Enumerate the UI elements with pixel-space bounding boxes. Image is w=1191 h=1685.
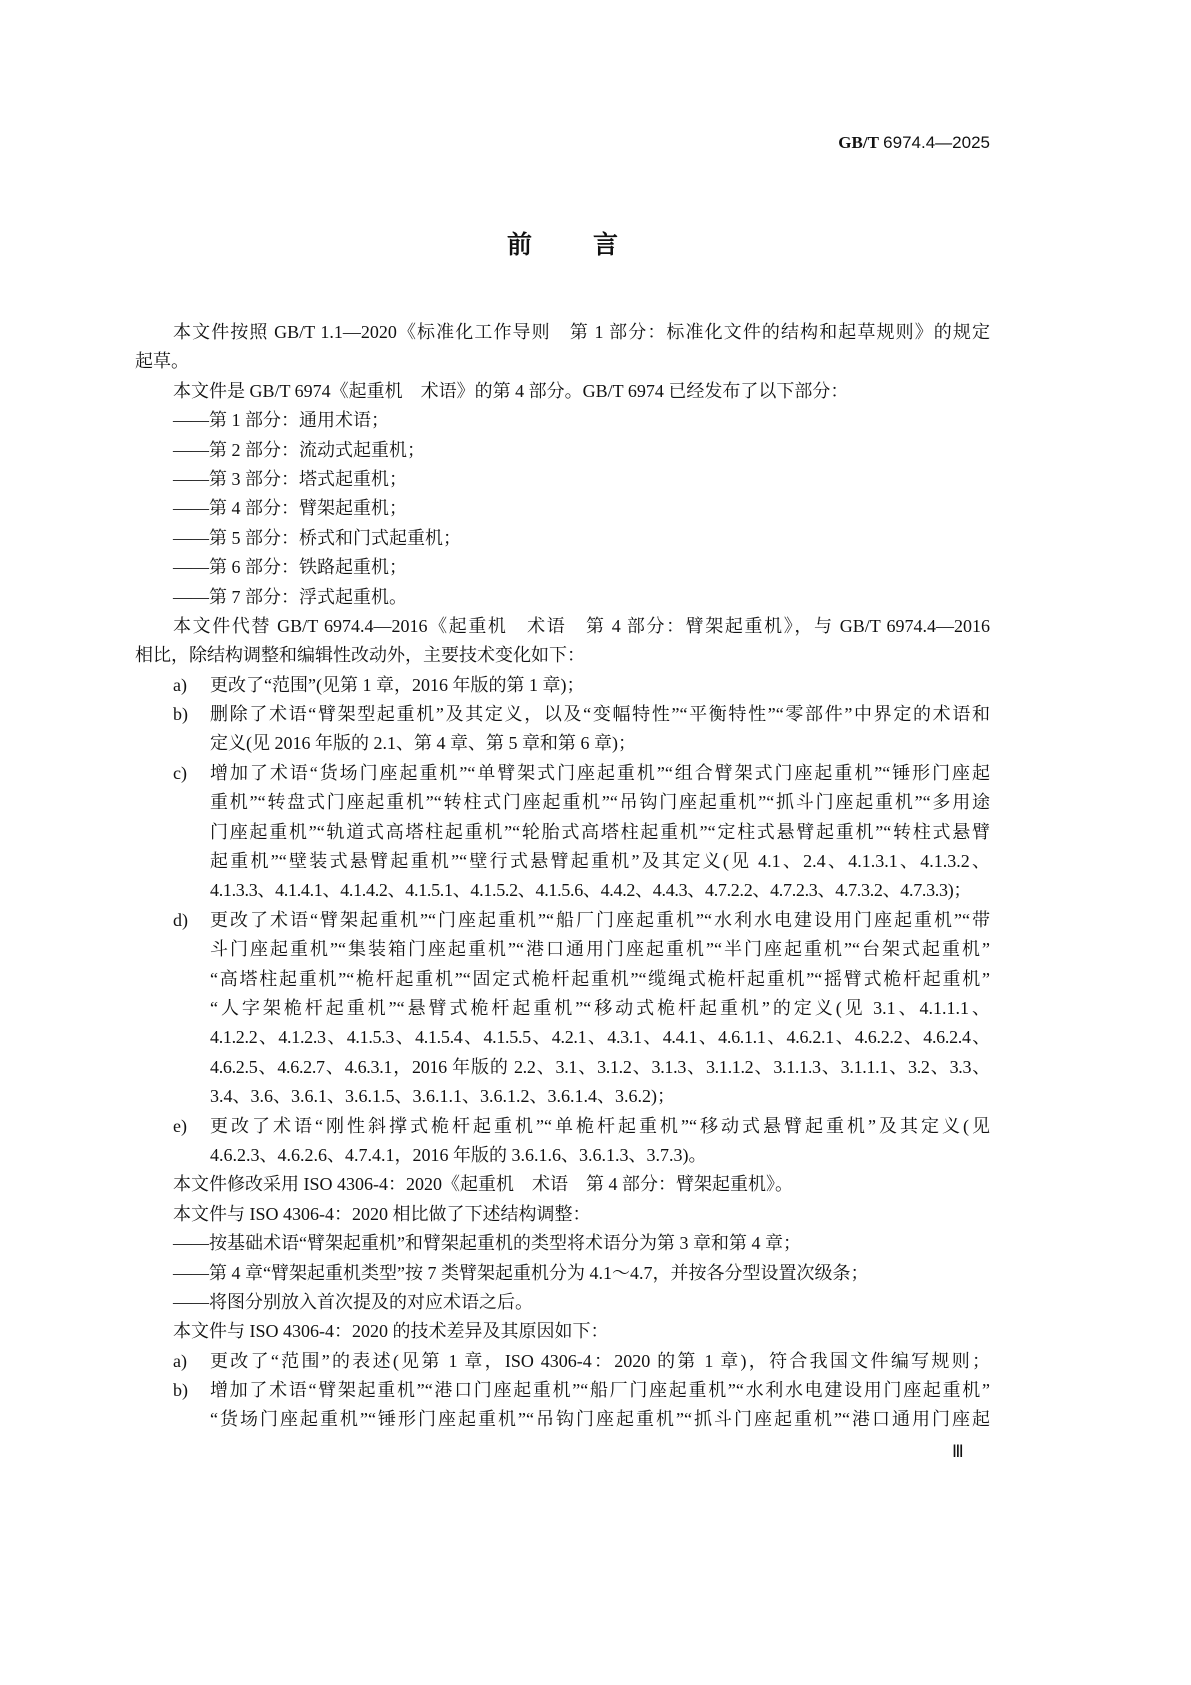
line-text: 定义(见 2016 年版的 2.1、第 4 章、第 5 章和第 6 章)； — [210, 733, 636, 754]
line-text: ——第 4 部分：臂架起重机； — [173, 498, 407, 519]
list-item — [0, 1112, 1191, 1141]
list-item-label: a) — [173, 674, 187, 695]
line-text: ——第 5 部分：桥式和门式起重机； — [173, 527, 461, 548]
line-text: ——第 1 部分：通用术语； — [173, 410, 389, 431]
paragraph-line — [0, 347, 1191, 376]
paragraph-line — [0, 1170, 1191, 1199]
line-text: 相比，除结构调整和编辑性改动外，主要技术变化如下： — [135, 645, 585, 666]
standard-code-number: 6974.4—2025 — [883, 133, 990, 152]
line-text: 本文件与 ISO 4306-4：2020 的技术差异及其原因如下： — [173, 1321, 609, 1342]
line-text: 本文件代替 GB/T 6974.4—2016《起重机 术语 第 4 部分：臂架起重机》，与 GB/T 6974.4—2016 — [173, 615, 990, 636]
line-text: 删除了术语“臂架型起重机”及其定义，以及“变幅特性”“平衡特性”“零部件”中界定的术语和 — [210, 704, 990, 725]
paragraph-line — [0, 377, 1191, 406]
line-text: 4.6.2.3、4.6.2.6、4.7.4.1，2016 年版的 3.6.1.6、3.6.1.3、3.7.3)。 — [210, 1144, 707, 1165]
list-item-continuation — [0, 1082, 1191, 1111]
line-text: ——按基础术语“臂架起重机”和臂架起重机的类型将术语分为第 3 章和第 4 章； — [173, 1233, 801, 1254]
line-text: “货场门座起重机”“锤形门座起重机”“吊钩门座起重机”“抓斗门座起重机”“港口通用门座起 — [210, 1409, 990, 1430]
dash-list-item — [0, 1229, 1191, 1258]
page-title: 前 言 — [506, 231, 636, 259]
paragraph-line — [0, 641, 1191, 670]
list-item-continuation — [0, 1023, 1191, 1052]
list-item-label: b) — [173, 704, 188, 725]
line-text: ——第 4 章“臂架起重机类型”按 7 类臂架起重机分为 4.1～4.7，并按各分型设置次级条； — [173, 1262, 869, 1283]
list-item-continuation — [0, 1053, 1191, 1082]
document-body — [0, 318, 1191, 1435]
line-text: 更改了术语“刚性斜撑式桅杆起重机”“单桅杆起重机”“移动式悬臂起重机”及其定义(见 — [210, 1115, 990, 1136]
line-text: “人字架桅杆起重机”“悬臂式桅杆起重机”“移动式桅杆起重机”的定义(见 3.1、4.1.1.1、 — [210, 997, 990, 1018]
dash-list-item — [0, 1259, 1191, 1288]
list-item — [0, 906, 1191, 935]
line-text: 更改了术语“臂架起重机”“门座起重机”“船厂门座起重机”“水利水电建设用门座起重机”“带 — [210, 909, 990, 930]
line-text: ——第 6 部分：铁路起重机； — [173, 557, 407, 578]
list-item-continuation — [0, 1405, 1191, 1434]
list-item-continuation — [0, 965, 1191, 994]
paragraph-line — [0, 1200, 1191, 1229]
dash-list-item — [0, 1288, 1191, 1317]
line-text: 4.6.2.5、4.6.2.7、4.6.3.1，2016 年版的 2.2、3.1、3.1.2、3.1.3、3.1.1.2、3.1.1.3、3.1.1.1、3.2、3.3、 — [210, 1056, 990, 1077]
list-item-label: a) — [173, 1350, 187, 1371]
list-item-label: c) — [173, 762, 187, 783]
paragraph-line — [0, 1317, 1191, 1346]
line-text: ——第 2 部分：流动式起重机； — [173, 439, 425, 460]
line-text: 本文件是 GB/T 6974《起重机 术语》的第 4 部分。GB/T 6974 已经发布了以下部分： — [173, 380, 849, 401]
dash-list-item — [0, 583, 1191, 612]
dash-list-item — [0, 406, 1191, 435]
line-text: 斗门座起重机”“集装箱门座起重机”“港口通用门座起重机”“半门座起重机”“台架式起重机” — [210, 939, 990, 960]
list-item-continuation — [0, 935, 1191, 964]
list-item — [0, 1347, 1191, 1376]
line-text: 更改了“范围”(见第 1 章，2016 年版的第 1 章)； — [210, 674, 585, 695]
list-item — [0, 700, 1191, 729]
page-number: Ⅲ — [952, 1442, 964, 1461]
list-item — [0, 759, 1191, 788]
line-text: 门座起重机”“轨道式高塔柱起重机”“轮胎式高塔柱起重机”“定柱式悬臂起重机”“转柱式悬臂 — [210, 821, 990, 842]
paragraph-line — [0, 318, 1191, 347]
dash-list-item — [0, 436, 1191, 465]
list-item-label: b) — [173, 1380, 188, 1401]
dash-list-item — [0, 553, 1191, 582]
list-item-continuation — [0, 994, 1191, 1023]
line-text: 起草。 — [135, 351, 189, 372]
list-item-label: e) — [173, 1115, 187, 1136]
line-text: ——将图分别放入首次提及的对应术语之后。 — [173, 1291, 533, 1312]
paragraph-line — [0, 612, 1191, 641]
list-item-continuation — [0, 788, 1191, 817]
list-item-label: d) — [173, 909, 188, 930]
line-text: 增加了术语“臂架起重机”“港口门座起重机”“船厂门座起重机”“水利水电建设用门座起重机” — [210, 1380, 990, 1401]
dash-list-item — [0, 494, 1191, 523]
line-text: ——第 7 部分：浮式起重机。 — [173, 586, 407, 607]
line-text: 更改了“范围”的表述(见第 1 章，ISO 4306-4：2020 的第 1 章)，符合我国文件编写规则； — [210, 1350, 990, 1371]
header-standard-code — [838, 131, 990, 155]
list-item — [0, 671, 1191, 700]
line-text: “高塔柱起重机”“桅杆起重机”“固定式桅杆起重机”“缆绳式桅杆起重机”“摇臂式桅杆起重机” — [210, 968, 990, 989]
list-item-continuation — [0, 729, 1191, 758]
line-text: 3.4、3.6、3.6.1、3.6.1.5、3.6.1.1、3.6.1.2、3.6.1.4、3.6.2)； — [210, 1086, 675, 1107]
standard-code-prefix: GB/T — [838, 133, 879, 152]
line-text: 4.1.3.3、4.1.4.1、4.1.4.2、4.1.5.1、4.1.5.2、4.1.5.6、4.4.2、4.4.3、4.7.2.2、4.7.2.3、4.7.3.2、4.7.3.3)； — [210, 880, 972, 901]
list-item-continuation — [0, 847, 1191, 876]
line-text: 增加了术语“货场门座起重机”“单臂架式门座起重机”“组合臂架式门座起重机”“锤形门座起 — [210, 762, 990, 783]
dash-list-item — [0, 524, 1191, 553]
list-item-continuation — [0, 818, 1191, 847]
list-item-continuation — [0, 876, 1191, 905]
line-text: 本文件修改采用 ISO 4306-4：2020《起重机 术语 第 4 部分：臂架起重机》。 — [173, 1174, 793, 1195]
line-text: 4.1.2.2、4.1.2.3、4.1.5.3、4.1.5.4、4.1.5.5、4.2.1、4.3.1、4.4.1、4.6.1.1、4.6.2.1、4.6.2.2、4.6.2.4、 — [210, 1027, 990, 1048]
list-item — [0, 1376, 1191, 1405]
line-text: ——第 3 部分：塔式起重机； — [173, 468, 407, 489]
line-text: 本文件按照 GB/T 1.1—2020《标准化工作导则 第 1 部分：标准化文件的结构和起草规则》的规定 — [173, 322, 990, 342]
dash-list-item — [0, 465, 1191, 494]
list-item-continuation — [0, 1141, 1191, 1170]
line-text: 起重机”“壁装式悬臂起重机”“壁行式悬臂起重机”及其定义(见 4.1、2.4、4.1.3.1、4.1.3.2、 — [210, 851, 990, 872]
line-text: 本文件与 ISO 4306-4：2020 相比做了下述结构调整： — [173, 1203, 591, 1224]
line-text: 重机”“转盘式门座起重机”“转柱式门座起重机”“吊钩门座起重机”“抓斗门座起重机”“多用途 — [210, 792, 990, 813]
